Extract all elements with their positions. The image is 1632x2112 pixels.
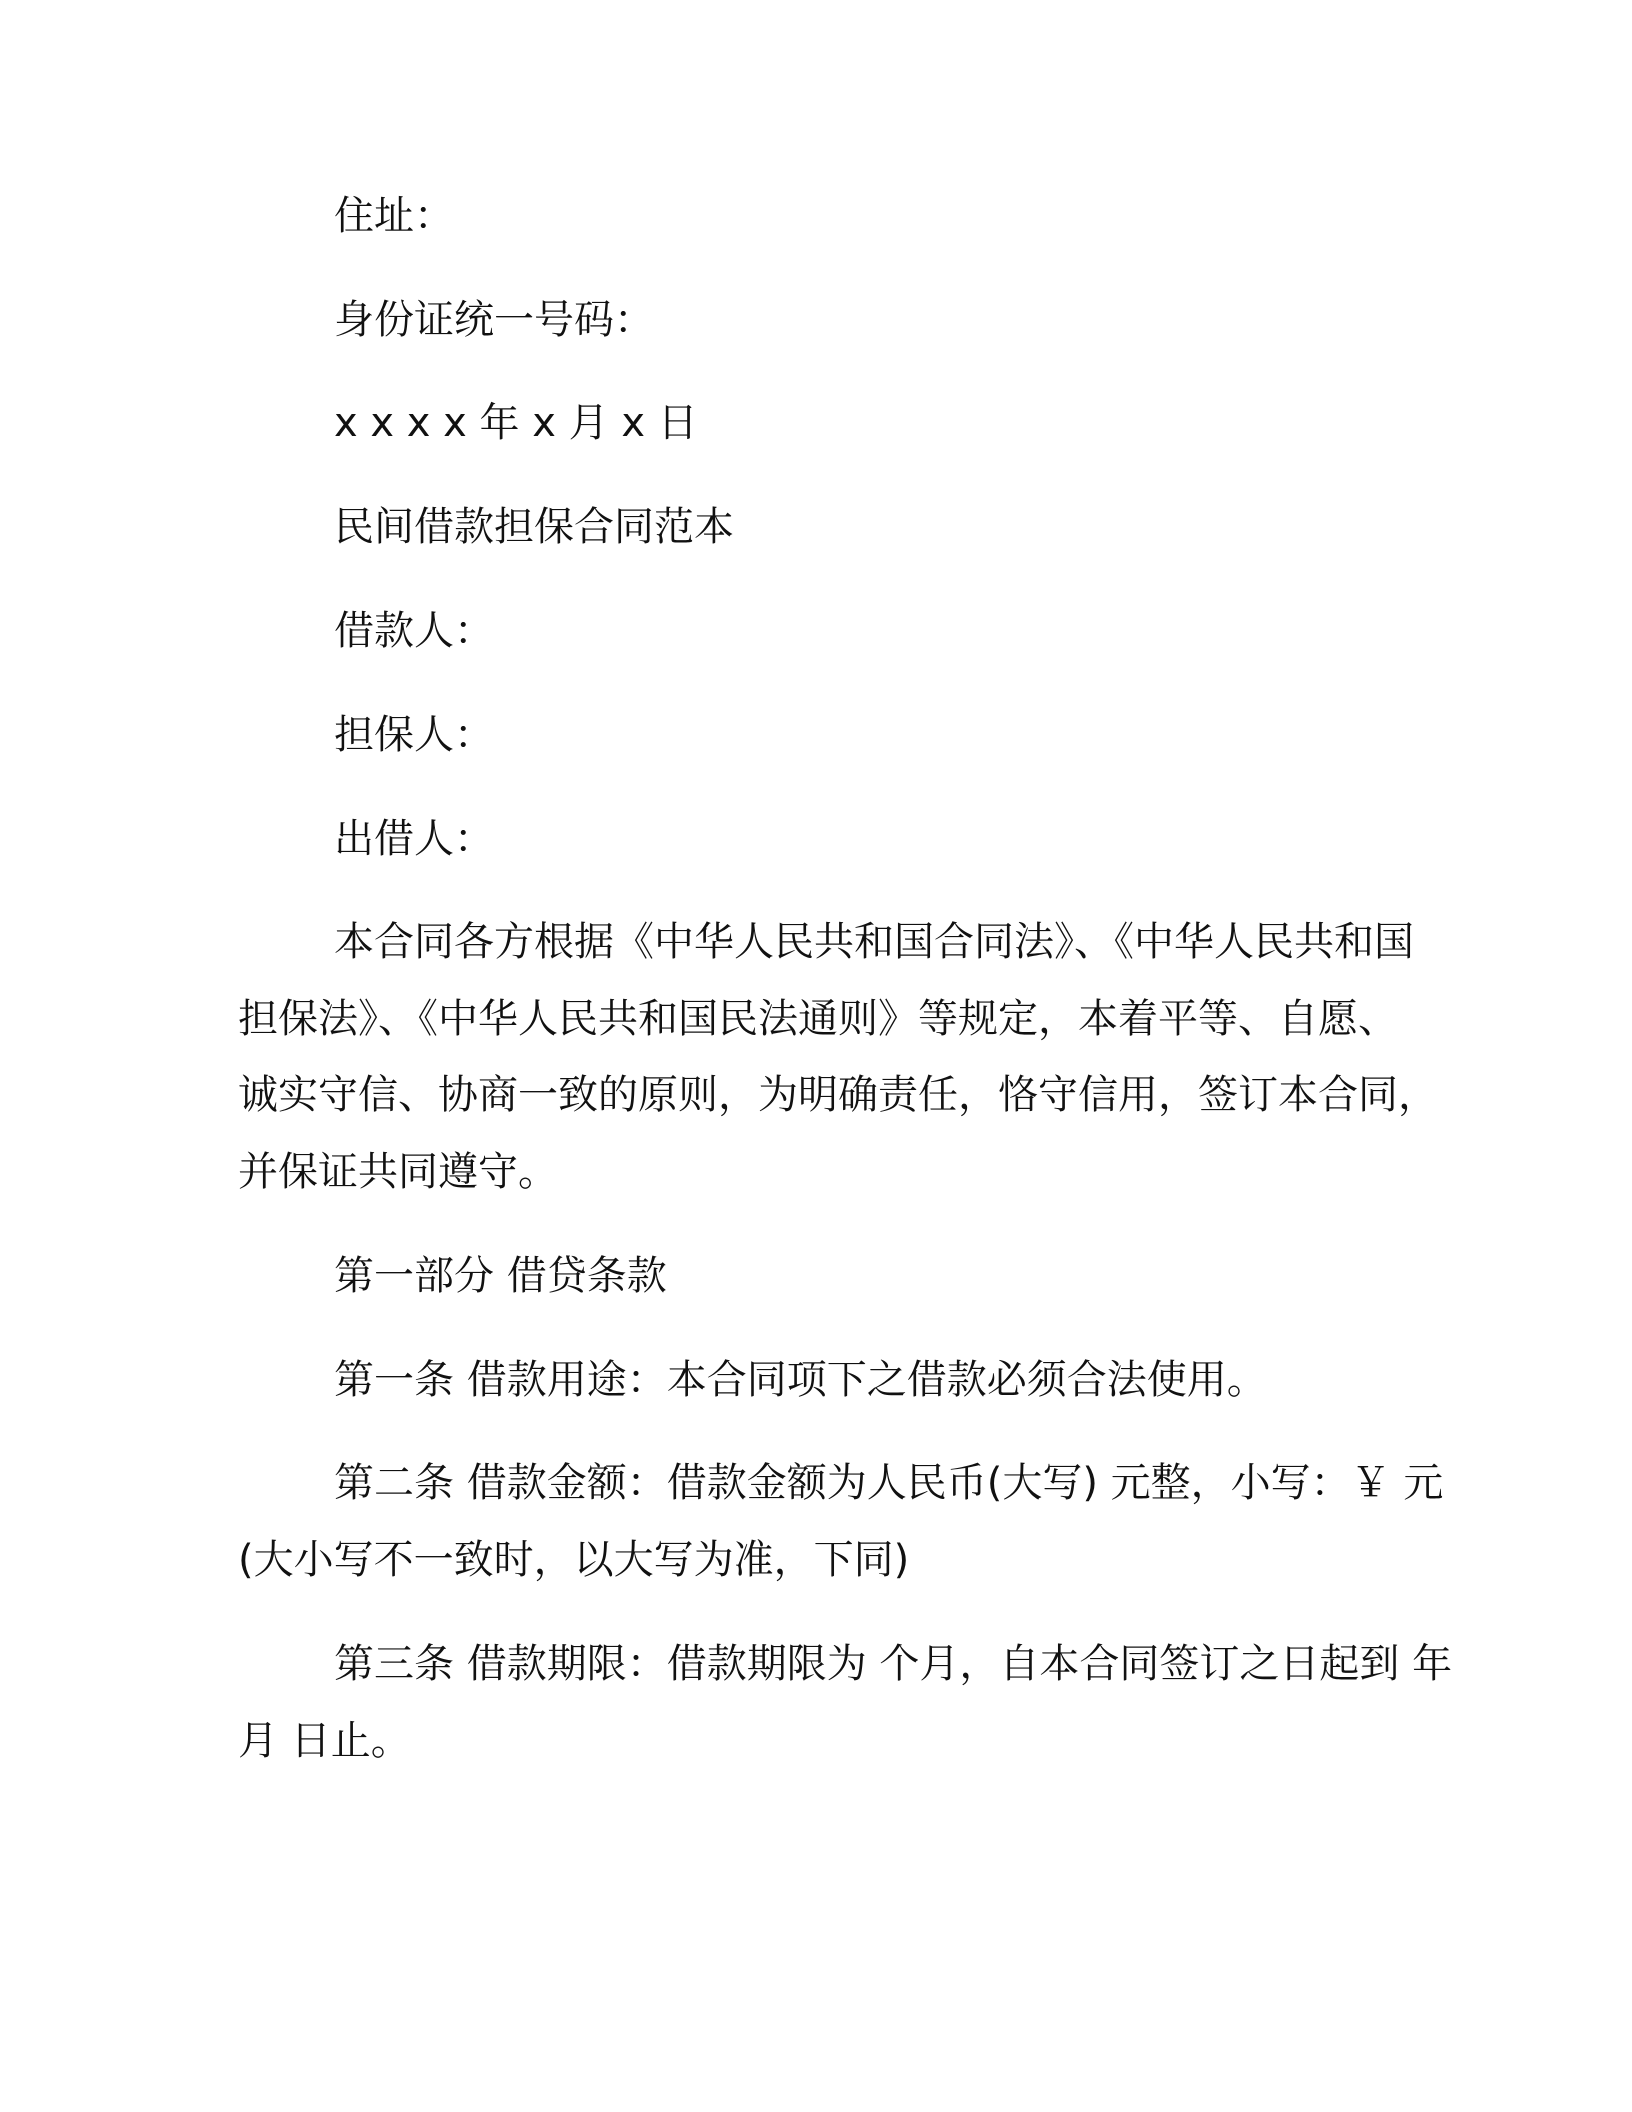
preamble-line-4: 并保证共同遵守。 — [238, 1149, 558, 1195]
lender-label: 出借人： — [334, 816, 494, 862]
part-one-title: 第一部分 借贷条款 — [334, 1253, 667, 1299]
guarantor-label: 担保人： — [334, 712, 494, 758]
borrower-label: 借款人： — [334, 608, 494, 654]
address-label: 住址： — [334, 193, 454, 239]
article-1-purpose: 第一条 借款用途：本合同项下之借款必须合法使用。 — [334, 1357, 1267, 1403]
id-number-label: 身份证统一号码： — [334, 297, 654, 343]
article-3-term-line-1: 第三条 借款期限：借款期限为 个月，自本合同签订之日起到 年 — [334, 1641, 1453, 1687]
article-2-amount-line-2: (大小写不一致时，以大写为准，下同) — [238, 1537, 910, 1583]
article-2-amount-line-1: 第二条 借款金额：借款金额为人民币(大写) 元整，小写：￥ 元 — [334, 1460, 1444, 1506]
contract-title: 民间借款担保合同范本 — [334, 504, 734, 550]
preamble-line-3: 诚实守信、协商一致的原则，为明确责任，恪守信用，签订本合同， — [238, 1072, 1438, 1118]
preamble-line-2: 担保法》、《中华人民共和国民法通则》等规定，本着平等、自愿、 — [238, 996, 1398, 1042]
date-line: x x x x 年 x 月 x 日 — [334, 400, 698, 446]
preamble-line-1: 本合同各方根据《中华人民共和国合同法》、《中华人民共和国 — [334, 919, 1414, 965]
article-3-term-line-2: 月 日止。 — [238, 1718, 411, 1764]
